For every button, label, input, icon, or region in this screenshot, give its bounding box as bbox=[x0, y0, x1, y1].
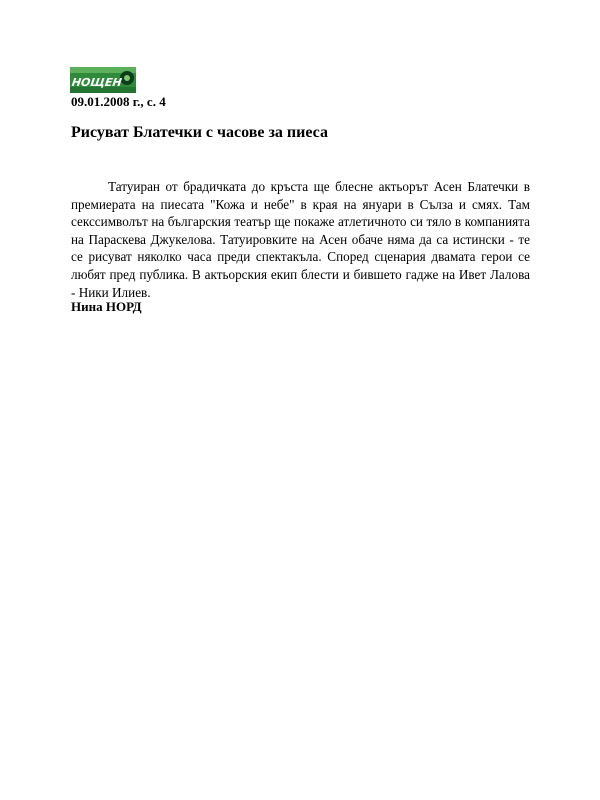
svg-text:НОЩЕН: НОЩЕН bbox=[70, 76, 123, 89]
publication-logo-graphic bbox=[70, 67, 136, 93]
article-author: Нина НОРД bbox=[71, 299, 142, 314]
article-title: Рисуват Блатечки с часове за пиеса bbox=[71, 124, 328, 141]
publication-logo bbox=[70, 67, 136, 93]
article-body: Татуиран от брадичката до кръста ще блесне актьорът Асен Блатечки в премиерата на пиесата "Кожа и небе" в края на януари в Сълза и смях. Там секссимволът на българския театър ще покаже атлетичното си тяло в компанията на Параскева Джукелова. Татуировките на Асен обаче няма да са истински - те се рисуват няколко часа преди спектакъла. Според сценария двамата герои се любят пред публика. В актьорския екип блести и бившето гадже на Ивет Лалова - Ники Илиев. bbox=[71, 179, 530, 300]
source-date-page: 09.01.2008 г., с. 4 bbox=[71, 94, 166, 109]
